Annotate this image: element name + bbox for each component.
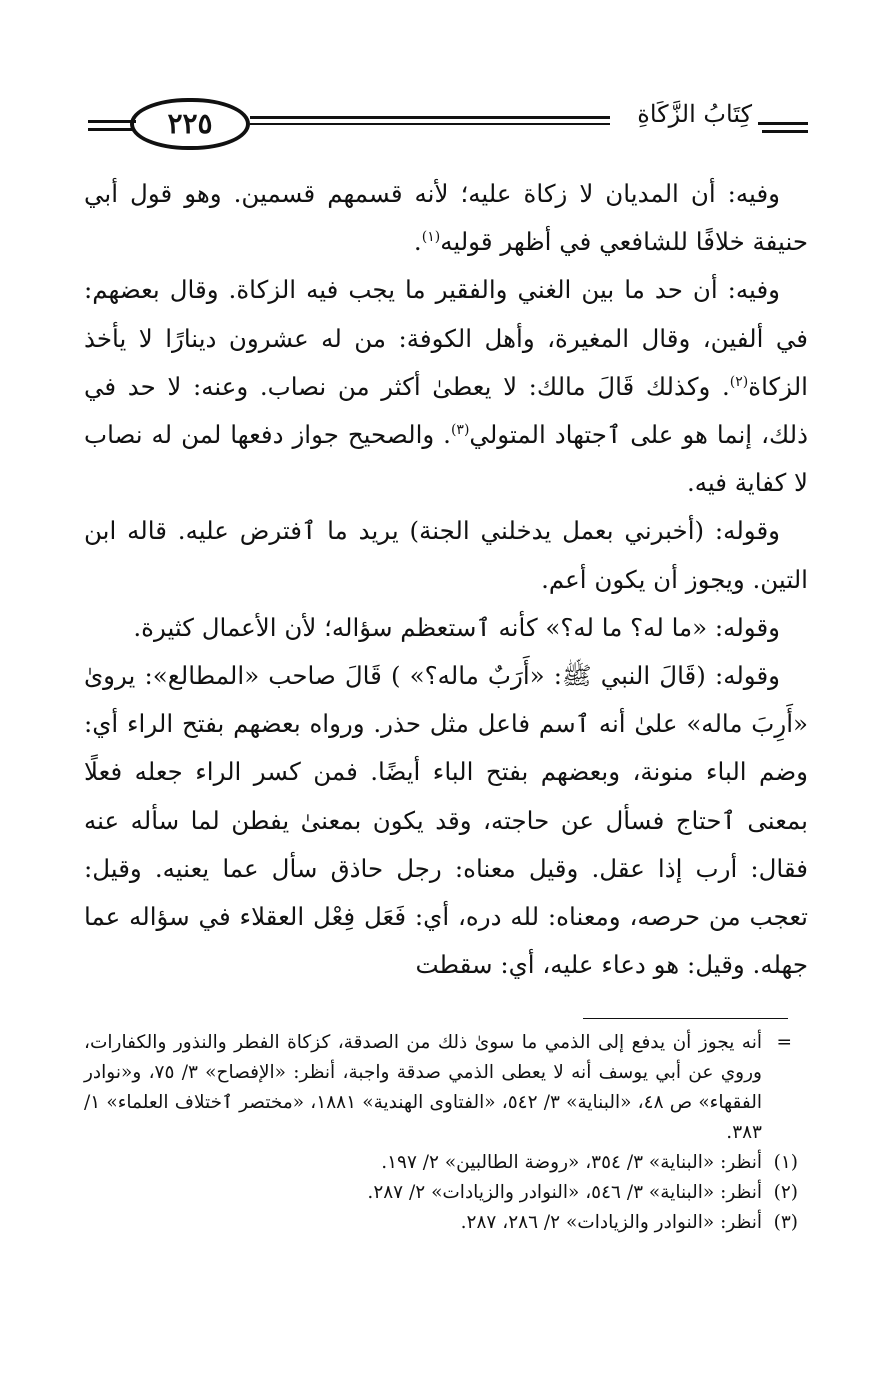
footnote-text: أنظر: «النوادر والزيادات» ٢/ ٢٨٦، ٢٨٧. bbox=[460, 1212, 762, 1233]
paragraph-text: وفيه: أن المديان لا زكاة عليه؛ لأنه قسمهم قسمين. وهو قول أبي حنيفة خلافًا للشافعي في أظهر قوليه bbox=[84, 179, 808, 257]
footnote-ref: (٢) bbox=[729, 373, 749, 390]
footnote-ref: (١) bbox=[421, 229, 441, 246]
continuation-mark: = bbox=[776, 1032, 792, 1053]
paragraph bbox=[84, 170, 808, 266]
footnote-separator bbox=[583, 1018, 788, 1019]
footnote-text: أنه يجوز أن يدفع إلى الذمي ما سوىٰ ذلك من الصدقة، كزكاة الفطر والنذور والكفارات، وروي عن أبي يوسف أنه لا يعطى الذمي صدقة واجبة، أنظر: «الإفصاح» ٣/ ٧٥، و«نوادر الفقهاء» ص ٤٨، «البناية» ٣/ ٥٤٢، «الفتاوى الهندية» ١٨٨١، «مختصر ٱختلاف العلماء» ١/ ٣٨٣. bbox=[84, 1032, 762, 1143]
paragraph-text: وفيه: أن حد ما بين الغني والفقير ما يجب فيه الزكاة. وقال بعضهم: في ألفين، وقال المغيرة، وأهل الكوفة: من له عشرون دينارًا لا يأخذ الزكاة bbox=[84, 275, 808, 401]
footnote-ref: (٣) bbox=[450, 421, 470, 438]
header-rule bbox=[758, 122, 808, 125]
page-number: ٢٢٥ bbox=[130, 98, 250, 150]
header-rule bbox=[762, 130, 808, 133]
footnote-text: أنظر: «البناية» ٣/ ٥٤٦، «النوادر والزيادات» ٢/ ٢٨٧. bbox=[367, 1182, 762, 1203]
header-rule bbox=[88, 128, 132, 131]
main-text bbox=[84, 170, 808, 989]
header-rule bbox=[250, 123, 610, 125]
page-header bbox=[88, 90, 808, 160]
book-title: كِتَابُ الزَّكَاةِ bbox=[637, 100, 752, 128]
header-rule bbox=[250, 116, 610, 119]
paragraph: وقوله: (قَالَ النبي ﷺ: «أَرَبٌ ماله؟» ) قَالَ صاحب «المطالع»: يروىٰ «أَرِبَ ماله» علىٰ أنه ٱسم فاعل مثل حذر. ورواه بعضهم بفتح الراء أي: وضم الباء منونة، وبعضهم بفتح الباء أيضًا. فمن كسر الراء جعله فعلًا بمعنى ٱحتاج فسأل عن حاجته، وقد يكون بمعنىٰ يفطن لما سأله عنه فقال: أرب إذا عقل. وقيل معناه: رجل حاذق سأل عما يعنيه. وقيل: تعجب من حرصه، ومعناه: لله دره، أي: فَعَل فِعْل العقلاء في سؤاله عما جهله. وقيل: هو دعاء عليه، أي: سقطت bbox=[84, 661, 808, 980]
footnote-number: (١) bbox=[773, 1152, 798, 1173]
paragraph-text: . bbox=[413, 227, 422, 257]
footnote bbox=[84, 1148, 798, 1178]
footnote bbox=[84, 1208, 798, 1238]
header-rule bbox=[88, 120, 136, 123]
footnote-continuation bbox=[84, 1028, 798, 1148]
paragraph bbox=[84, 266, 808, 507]
paragraph: وقوله: (أخبرني بعمل يدخلني الجنة) يريد ما ٱفترض عليه. قاله ابن التين. ويجوز أن يكون أعم. bbox=[84, 516, 808, 594]
footnote bbox=[84, 1178, 798, 1208]
footnote-number: (٣) bbox=[773, 1212, 798, 1233]
footnote-text: أنظر: «البناية» ٣/ ٣٥٤، «روضة الطالبين» ٢/ ١٩٧. bbox=[381, 1152, 762, 1173]
paragraph-text: . والصحيح جواز دفعها لمن له نصاب لا كفاية فيه. bbox=[84, 420, 808, 498]
footnote-number: (٢) bbox=[773, 1182, 798, 1203]
footnotes bbox=[84, 1028, 798, 1238]
paragraph: وقوله: «ما له؟ ما له؟» كأنه ٱستعظم سؤاله؛ لأن الأعمال كثيرة. bbox=[133, 612, 780, 642]
paragraph-text: . وكذلك قَالَ مالك: لا يعطىٰ أكثر من نصاب. وعنه: لا حد في ذلك، إنما هو على ٱجتهاد المتولي bbox=[84, 371, 808, 450]
